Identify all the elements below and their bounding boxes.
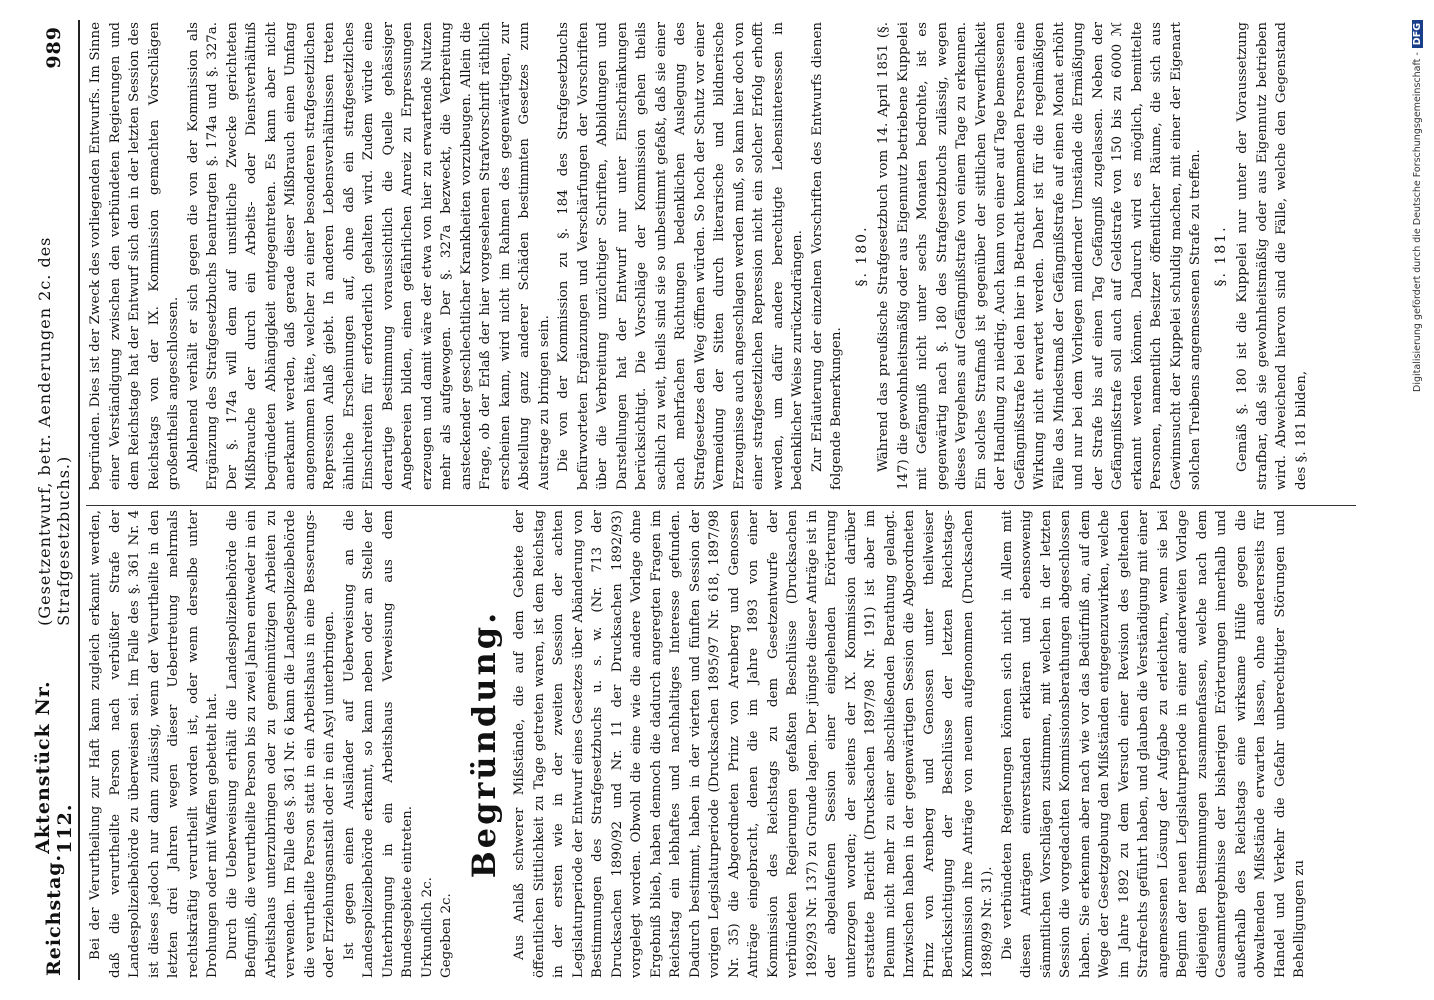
header-rule [78, 20, 80, 980]
signature-line: Urkundlich 2c. [419, 877, 435, 978]
paragraph: Durch die Ueberweisung erhält die Landespolizeibehörde die Befugniß, die verurtheilte Person bis zu zwei Jahren entweder in ein Arbeitshaus unterzubringen oder zu gemeinnützigen Arbeiten zu verwenden. Im Falle des §. 361 Nr. 6 kann die Landespolizeibehörde die verurtheilte Person statt in ein Arbeitshaus in eine Besserungs- oder Erziehungsanstalt oder in ein Asyl unterbringen. [224, 510, 337, 978]
header-center-subtitle: (Gesetzentwurf, betr. Aenderungen 2c. des Strafgesetzbuchs.) [35, 236, 73, 626]
column-divider [86, 505, 1356, 506]
digitization-credit [1412, 20, 1423, 980]
paragraph: Während das preußische Strafgesetzbuch vom 14. April 1851 (§. 147) die gewohnheitsmäßig oder aus Eigennutz betriebene Kuppelei mit Gefängniß nicht unter sechs Monaten bedrohte, ist es gegenwärtig nach §. 180 des Strafgesetzbuchs zulässig, wegen dieses Vergehens auf Gefängnißstrafe von einem Tage zu erkennen. Ein solches Strafmaß ist gegenüber der sittlichen Verwerflichkeit der Handlung zu niedrig. Auch kann von einer auf Tage bemessenen Gefängnißstrafe bei den hier in Betracht kommenden Personen eine Wirkung nicht erwartet werden. Daher ist für die regelmäßigen Fälle das Mindestmaß der Gefängnißstrafe auf einen Monat erhöht und nur bei dem Vorliegen mildernder Umstände die Ermäßigung der Strafe bis auf einen Tag Gefängniß zugelassen. Neben der Gefängnißstrafe soll auch auf Geldstrafe von 150 bis zu 6000 ℳ erkannt werden können. Dadurch wird es möglich, bemittelte Personen, namentlich Besitzer öffentlicher Räume, die sich aus Gewinnsucht der Kuppelei schuldig machen, mit einer der Eigenart solchen Treibens angemessenen Strafe zu treffen. [876, 22, 1203, 490]
paragraph: begründen. Dies ist der Zweck des vorliegenden Entwurfs. Im Sinne einer Verständigung zwischen den verbündeten Regierungen und dem Reichstage hat der Entwurf sich den in der letzten Session des Reichstags von der IX. Kommission gemachten Vorschlägen großentheils angeschlossen. [88, 22, 181, 490]
running-header [34, 26, 74, 976]
paragraph: Die verbündeten Regierungen können sich nicht in Allem mit diesen Anträgen einverstanden erklären und ebensowenig sämmtlichen Vorschlägen zustimmen, mit welchen in der letzten Session die vorgedachten Kommissionsberathungen abgeschlossen haben. Sie erkennen aber nach wie vor das Bedürfniß an, auf dem Wege der Gesetzgebung den Mißständen entgegenzuwirken, welche im Jahre 1892 zu dem Versuch einer Revision des geltenden Strafrechts geführt haben, und glauben die Verständigung mit einer angemessenen Lösung der Aufgabe zu erleichtern, wenn sie bei Beginn der neuen Legislaturperiode in einer anderweiten Vorlage diejenigen Bestimmungen zusammenfassen, welche nach dem Gesammtergebnisse der bisherigen Erörterungen innerhalb und außerhalb des Reichstags eine wirksame Hülfe gegen die obwaltenden Mißstände erwarten lassen, ohne andererseits für Handel und Verkehr die Gefahr unberechtigter Störungen und Behelligungen zu [999, 510, 1307, 978]
paragraph: Ist gegen einen Ausländer auf Ueberweisung an die Landespolizeibehörde erkannt, so kann neben oder an Stelle der Unterbringung in ein Arbeitshaus Verweisung aus dem Bundesgebiete eintreten. [341, 510, 415, 978]
credit-text: Digitalisierung gefördert durch die Deutsche Forschungsgemeinschaft - [1412, 52, 1423, 392]
paragraph: Gemäß §. 180 ist die Kuppelei nur unter der Voraussetzung strafbar, daß sie gewohnheitsmäßig oder aus Eigennutz betrieben wird. Abweichend hiervon sind die Fälle, welche den Gegenstand des §. 181 bilden, [1235, 22, 1309, 490]
dfg-logo: DFG [1412, 20, 1423, 48]
section-heading: §. 180. [853, 225, 870, 287]
paragraph: Bei der Verurtheilung zur Haft kann zugleich erkannt werden, daß die verurtheilte Person nach verbüßter Strafe der Landespolizeibehörde zu überweisen sei. Im Falle des §. 361 Nr. 4 ist dieses jedoch nur dann zulässig, wenn der Verurtheilte in den letzten drei Jahren wegen dieser Uebertretung mehrmals rechtskräftig verurtheilt worden ist, oder wenn derselbe unter Drohungen oder mit Waffen gebettelt hat. [88, 510, 220, 978]
header-left: Reichstag. [43, 853, 65, 976]
left-column [86, 510, 1356, 978]
signature-line: Gegeben 2c. [439, 893, 454, 978]
paragraph: Die von der Kommission zu §. 184 des Strafgesetzbuchs befürworteten Ergänzungen und Verschärfungen der Vorschriften über die Verbreitung unzüchtiger Schriften, Abbildungen und Darstellungen hat der Entwurf nur unter Einschränkungen berücksichtigt. Die Vorschläge der Kommission gehen theils sachlich zu weit, theils sind sie so unbestimmt gefaßt, daß sie einer nach mehrfachen Richtungen bedenklichen Auslegung des Strafgesetzes den Weg öffnen würden. So hoch der Schutz vor einer Vermeidung der Sitten durch literarische und bildnerische Erzeugnisse auch angeschlagen werden muß, so kann hier doch von einer strafgesetzlichen Repression nicht ein solcher Erfolg erhofft werden, um dafür andere berechtigte Lebensinteressen in bedenklicher Weise zurückzudrängen. [556, 22, 805, 490]
document-page [20, 0, 1380, 1000]
paragraph: Aus Anlaß schwerer Mißstände, die auf dem Gebiete der öffentlichen Sittlichkeit zu Tage getreten waren, ist dem Reichstag in der ersten wie in der zweiten Session der achten Legislaturperiode der Entwurf eines Gesetzes über Abänderung von Bestimmungen des Strafgesetzbuchs u. s. w. (Nr. 713 der Drucksachen 1890/92 und Nr. 11 der Drucksachen 1892/93) vorgelegt worden. Obwohl die eine wie die andere Vorlage ohne Ergebniß blieb, haben dennoch die dadurch angeregten Fragen im Reichstag ein lebhaftes und nachhaltiges Interesse gefunden. Dadurch bestimmt, haben in der vierten und fünften Session der vorigen Legislaturperiode (Drucksachen 1895/97 Nr. 618, 1897/98 Nr. 35) die Abgeordneten Prinz von Arenberg und Genossen Anträge eingebracht, denen die im Jahre 1893 von einer Kommission des Reichstags zu dem Gesetzentwurfe der verbündeten Regierungen gefaßten Beschlüsse (Drucksachen 1892/93 Nr. 137) zu Grunde lagen. Der jüngste dieser Anträge ist in der abgelaufenen Session einer eingehenden Erörterung unterzogen worden; der seitens der IX. Kommission darüber erstattete Bericht (Drucksachen 1897/98 Nr. 191) ist aber im Plenum nicht mehr zu einer abschließenden Berathung gelangt. Inzwischen haben in der gegenwärtigen Session die Abgeordneten Prinz von Arenberg und Genossen unter theilweiser Berücksichtigung der Beschlüsse der letzten Reichstags-Kommission ihre Anträge von neuem aufgenommen (Drucksachen 1898/99 Nr. 31). [512, 510, 995, 978]
paragraph: Zur Erläuterung der einzelnen Vorschriften des Entwurfs dienen folgende Bemerkungen. [809, 22, 844, 490]
section-heading: §. 181. [1212, 225, 1229, 287]
header-center: Aktenstück Nr. 112. [32, 680, 76, 854]
page-number: 989 [43, 26, 65, 69]
paragraph: Ablehnend verhält er sich gegen die von der Kommission als Ergänzung des Strafgesetzbuchs beantragten §. 174a und §. 327a. Der §. 174a will dem auf unsittliche Zwecke gerichteten Mißbrauche der durch ein Arbeits- oder Dienstverhältniß begründeten Abhängigkeit entgegentreten. Es kann aber nicht anerkannt werden, daß gerade dieser Mißbrauch einen Umfang angenommen hätte, welcher zu einer besonderen strafgesetzlichen Repression Anlaß giebt. In anderen Lebensverhältnissen treten ähnliche Erscheinungen auf, ohne daß ein strafgesetzliches Einschreiten für erforderlich gehalten wird. Zudem würde eine derartige Bestimmung voraussichtlich die Quelle gehässiger Angebereien bilden, einen gefährlichen Anreiz zu Erpressungen erzeugen und damit wäre der etwa von hier zu erwartende Nutzen mehr als aufgewogen. Der §. 327a bezweckt, die Verbreitung ansteckender geschlechtlicher Krankheiten vorzubeugen. Allein die Frage, ob der Erlaß der hier vorgesehenen Strafvorschrift räthlich erscheinen kann, wird nicht im Rahmen des gegenwärtigen, zur Abstellung ganz anderer Schäden bestimmten Gesetzes zum Austrage zu bringen sein. [185, 22, 552, 490]
section-title: Begründung. [464, 609, 503, 879]
right-column [86, 22, 1356, 490]
